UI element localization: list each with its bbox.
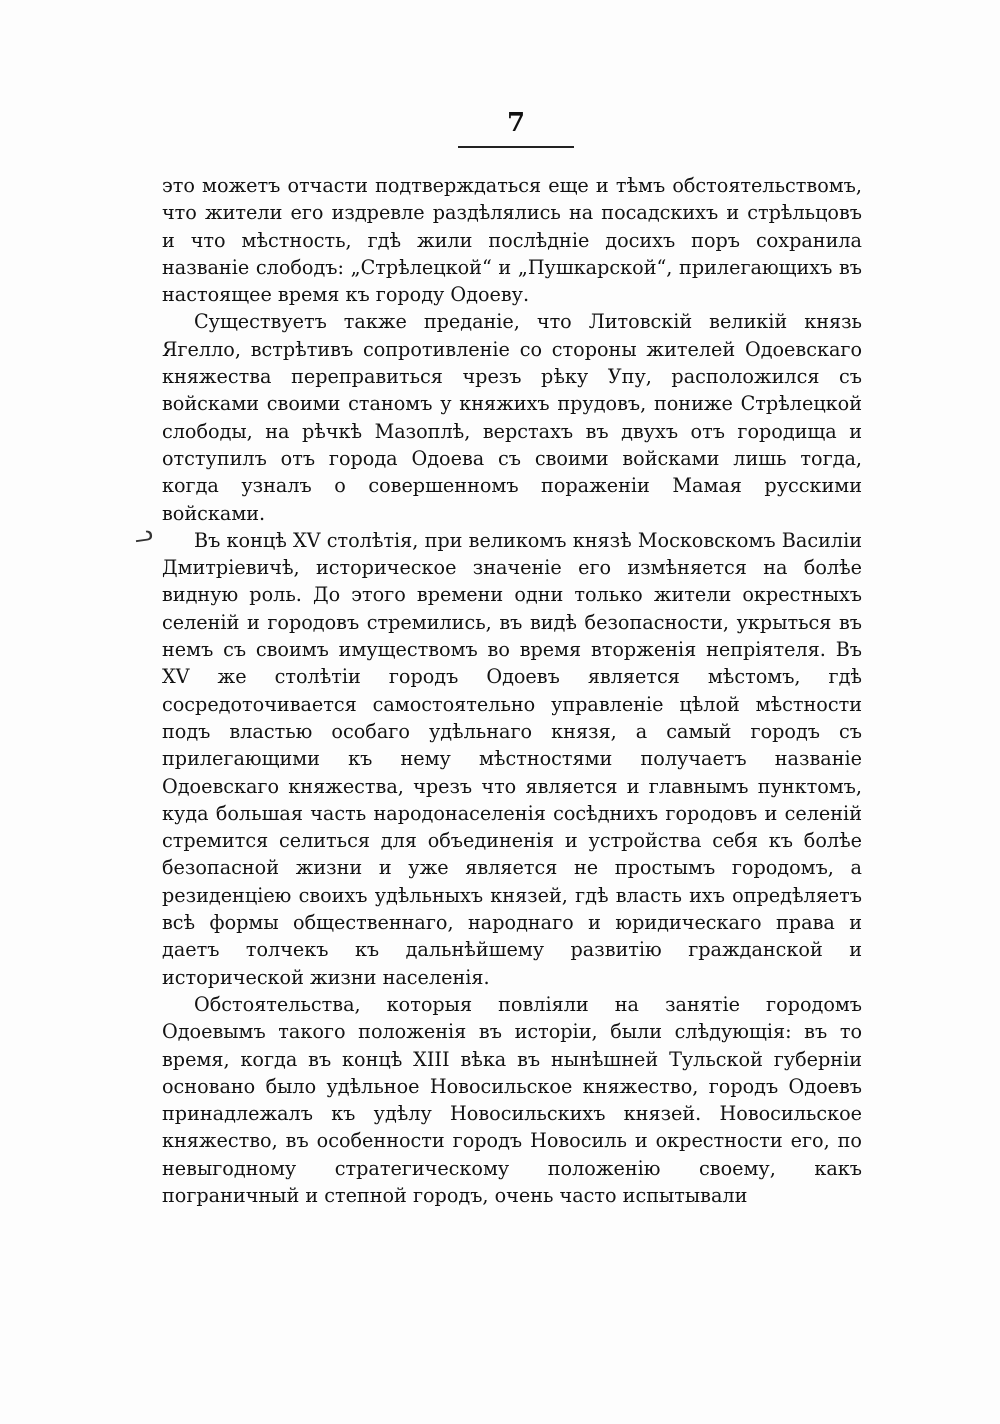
page-number: 7 bbox=[506, 108, 526, 138]
header-rule bbox=[458, 146, 574, 148]
paragraph-4: Обстоятельства, которыя повліяли на занятіе городомъ Одоевымъ такого положенія въ исторіи, были слѣдующія: въ то время, когда въ концѣ XIII вѣка въ нынѣшней Тульской губерніи основано было удѣльное Новосильское княжество, городъ Одоевъ принадлежалъ къ удѣлу Новосильскихъ князей. Новосильское княжество, въ особенности городъ Новосиль и окрестности его, по невыгодному стратегическому положенію своему, какъ пограничный и степной городъ, очень часто испытывали bbox=[162, 992, 862, 1207]
margin-pencil-mark: ᓗ bbox=[132, 520, 155, 549]
paragraph-3: Въ концѣ XV столѣтія, при великомъ князѣ Московскомъ Василіи Дмитріевичѣ, историческое значеніе его измѣняется на болѣе видную роль. До этого времени одни только жители окрестныхъ селеній и городовъ стремились, въ видѣ безопасности, укрыться въ немъ съ своимъ имуществомъ во время вторженія непріятеля. Въ XV же столѣтіи городъ Одоевъ является мѣстомъ, гдѣ сосредоточивается самостоятельно управленіе цѣлой мѣстности подъ властью особаго удѣльнаго князя, а самый городъ съ прилегающими къ нему мѣстностями получаетъ названіе Одоевскаго княжества, чрезъ что является и главнымъ пунктомъ, куда большая часть народонаселенія сосѣднихъ городовъ и селеній стремится селиться для объединенія и устройства себя къ болѣе безопасной жизни и уже является не простымъ городомъ, а резиденціею своихъ удѣльныхъ князей, гдѣ власть ихъ опредѣляетъ всѣ формы общественнаго, народнаго и юридическаго права и даетъ толчекъ къ дальнѣйшему развитію гражданской и исторической жизни населенія. bbox=[162, 528, 862, 989]
paragraph-1: это можетъ отчасти подтверждаться еще и тѣмъ обстоятельствомъ, что жители его издревле раздѣлялись на посадскихъ и стрѣльцовъ и что мѣстность, гдѣ жили послѣдніе досихъ поръ сохранила названіе слободъ: „Стрѣлецкой“ и „Пушкарской“, прилегающихъ въ настоящее время къ городу Одоеву. bbox=[162, 174, 862, 307]
paragraph-2: Существуетъ также преданіе, что Литовскій великій князь Ягелло, встрѣтивъ сопротивленіе со стороны жителей Одоевскаго княжества переправиться чрезъ рѣку Упу, расположился съ войсками своими станомъ у княжихъ прудовъ, пониже Стрѣлецкой слободы, на рѣчкѣ Мазоплѣ, верстахъ въ двухъ отъ городища и отступилъ отъ города Одоева съ своими войсками лишь тогда, когда узналъ о совершенномъ пораженіи Мамая русскими войсками. bbox=[162, 310, 862, 525]
body-text bbox=[162, 172, 862, 1209]
